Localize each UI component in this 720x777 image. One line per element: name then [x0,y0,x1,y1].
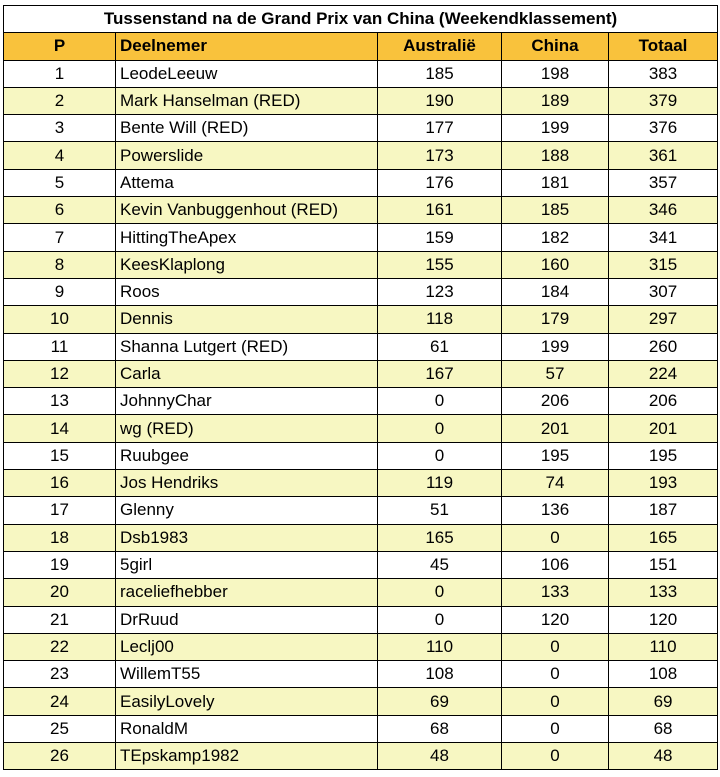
participant-cell: LeodeLeeuw [116,60,378,87]
participant-cell: Bente Will (RED) [116,115,378,142]
total-score-cell: 346 [609,197,718,224]
position-cell: 2 [4,87,116,114]
australia-score-cell: 176 [378,169,502,196]
china-score-cell: 185 [502,197,609,224]
participant-cell: KeesKlaplong [116,251,378,278]
australia-score-cell: 51 [378,497,502,524]
participant-cell: WillemT55 [116,661,378,688]
table-row [4,87,718,114]
participant-cell: wg (RED) [116,415,378,442]
participant-cell: Mark Hanselman (RED) [116,87,378,114]
australia-score-cell: 118 [378,306,502,333]
total-score-cell: 133 [609,579,718,606]
standings-body [4,60,718,770]
china-score-cell: 0 [502,633,609,660]
position-cell: 18 [4,524,116,551]
total-score-cell: 383 [609,60,718,87]
title-row [4,6,718,33]
australia-score-cell: 69 [378,688,502,715]
china-score-cell: 0 [502,688,609,715]
china-score-cell: 160 [502,251,609,278]
china-score-cell: 182 [502,224,609,251]
china-score-cell: 198 [502,60,609,87]
column-header-position: P [4,33,116,60]
china-score-cell: 0 [502,661,609,688]
australia-score-cell: 0 [378,579,502,606]
table-row [4,333,718,360]
australia-score-cell: 123 [378,278,502,305]
australia-score-cell: 68 [378,715,502,742]
table-title: Tussenstand na de Grand Prix van China (Weekendklassement) [4,6,718,33]
participant-cell: TEpskamp1982 [116,743,378,770]
participant-cell: raceliefhebber [116,579,378,606]
table-row [4,579,718,606]
participant-cell: 5girl [116,551,378,578]
total-score-cell: 110 [609,633,718,660]
table-row [4,661,718,688]
participant-cell: RonaldM [116,715,378,742]
participant-cell: Dsb1983 [116,524,378,551]
total-score-cell: 201 [609,415,718,442]
total-score-cell: 195 [609,442,718,469]
australia-score-cell: 155 [378,251,502,278]
table-row [4,60,718,87]
australia-score-cell: 165 [378,524,502,551]
table-row [4,251,718,278]
column-header-total: Totaal [609,33,718,60]
table-row [4,142,718,169]
china-score-cell: 181 [502,169,609,196]
total-score-cell: 68 [609,715,718,742]
position-cell: 20 [4,579,116,606]
participant-cell: Kevin Vanbuggenhout (RED) [116,197,378,224]
australia-score-cell: 48 [378,743,502,770]
china-score-cell: 57 [502,360,609,387]
total-score-cell: 315 [609,251,718,278]
position-cell: 23 [4,661,116,688]
table-row [4,169,718,196]
australia-score-cell: 61 [378,333,502,360]
position-cell: 25 [4,715,116,742]
table-row [4,524,718,551]
australia-score-cell: 190 [378,87,502,114]
participant-cell: Glenny [116,497,378,524]
australia-score-cell: 0 [378,442,502,469]
australia-score-cell: 45 [378,551,502,578]
china-score-cell: 136 [502,497,609,524]
participant-cell: Carla [116,360,378,387]
total-score-cell: 193 [609,470,718,497]
participant-cell: Shanna Lutgert (RED) [116,333,378,360]
position-cell: 21 [4,606,116,633]
china-score-cell: 120 [502,606,609,633]
table-row [4,197,718,224]
position-cell: 13 [4,388,116,415]
position-cell: 8 [4,251,116,278]
position-cell: 17 [4,497,116,524]
column-header-australia: Australië [378,33,502,60]
total-score-cell: 206 [609,388,718,415]
total-score-cell: 357 [609,169,718,196]
position-cell: 5 [4,169,116,196]
position-cell: 4 [4,142,116,169]
total-score-cell: 151 [609,551,718,578]
australia-score-cell: 0 [378,415,502,442]
china-score-cell: 179 [502,306,609,333]
total-score-cell: 297 [609,306,718,333]
participant-cell: DrRuud [116,606,378,633]
column-header-participant: Deelnemer [116,33,378,60]
table-row [4,224,718,251]
table-row [4,688,718,715]
participant-cell: EasilyLovely [116,688,378,715]
position-cell: 7 [4,224,116,251]
table-row [4,633,718,660]
total-score-cell: 307 [609,278,718,305]
table-row [4,415,718,442]
position-cell: 9 [4,278,116,305]
position-cell: 22 [4,633,116,660]
australia-score-cell: 161 [378,197,502,224]
australia-score-cell: 173 [378,142,502,169]
position-cell: 3 [4,115,116,142]
table-row [4,442,718,469]
china-score-cell: 0 [502,743,609,770]
total-score-cell: 187 [609,497,718,524]
table-row [4,360,718,387]
total-score-cell: 120 [609,606,718,633]
china-score-cell: 106 [502,551,609,578]
australia-score-cell: 167 [378,360,502,387]
participant-cell: Roos [116,278,378,305]
total-score-cell: 224 [609,360,718,387]
total-score-cell: 260 [609,333,718,360]
position-cell: 10 [4,306,116,333]
table-row [4,743,718,770]
china-score-cell: 184 [502,278,609,305]
position-cell: 14 [4,415,116,442]
china-score-cell: 188 [502,142,609,169]
table-row [4,306,718,333]
total-score-cell: 379 [609,87,718,114]
australia-score-cell: 119 [378,470,502,497]
table-row [4,551,718,578]
total-score-cell: 108 [609,661,718,688]
participant-cell: Attema [116,169,378,196]
position-cell: 15 [4,442,116,469]
position-cell: 26 [4,743,116,770]
header-row [4,33,718,60]
position-cell: 19 [4,551,116,578]
australia-score-cell: 177 [378,115,502,142]
table-row [4,606,718,633]
china-score-cell: 206 [502,388,609,415]
total-score-cell: 341 [609,224,718,251]
table-row [4,115,718,142]
china-score-cell: 74 [502,470,609,497]
table-row [4,715,718,742]
position-cell: 24 [4,688,116,715]
australia-score-cell: 108 [378,661,502,688]
position-cell: 6 [4,197,116,224]
participant-cell: Leclj00 [116,633,378,660]
australia-score-cell: 110 [378,633,502,660]
position-cell: 16 [4,470,116,497]
china-score-cell: 189 [502,87,609,114]
total-score-cell: 361 [609,142,718,169]
table-row [4,470,718,497]
china-score-cell: 0 [502,524,609,551]
australia-score-cell: 159 [378,224,502,251]
china-score-cell: 133 [502,579,609,606]
participant-cell: Jos Hendriks [116,470,378,497]
total-score-cell: 376 [609,115,718,142]
column-header-china: China [502,33,609,60]
participant-cell: JohnnyChar [116,388,378,415]
total-score-cell: 48 [609,743,718,770]
china-score-cell: 0 [502,715,609,742]
australia-score-cell: 185 [378,60,502,87]
participant-cell: Dennis [116,306,378,333]
table-row [4,497,718,524]
china-score-cell: 199 [502,333,609,360]
china-score-cell: 195 [502,442,609,469]
participant-cell: HittingTheApex [116,224,378,251]
australia-score-cell: 0 [378,606,502,633]
position-cell: 1 [4,60,116,87]
position-cell: 12 [4,360,116,387]
australia-score-cell: 0 [378,388,502,415]
participant-cell: Ruubgee [116,442,378,469]
china-score-cell: 201 [502,415,609,442]
total-score-cell: 69 [609,688,718,715]
table-row [4,278,718,305]
table-row [4,388,718,415]
participant-cell: Powerslide [116,142,378,169]
standings-table [3,5,718,770]
china-score-cell: 199 [502,115,609,142]
total-score-cell: 165 [609,524,718,551]
position-cell: 11 [4,333,116,360]
